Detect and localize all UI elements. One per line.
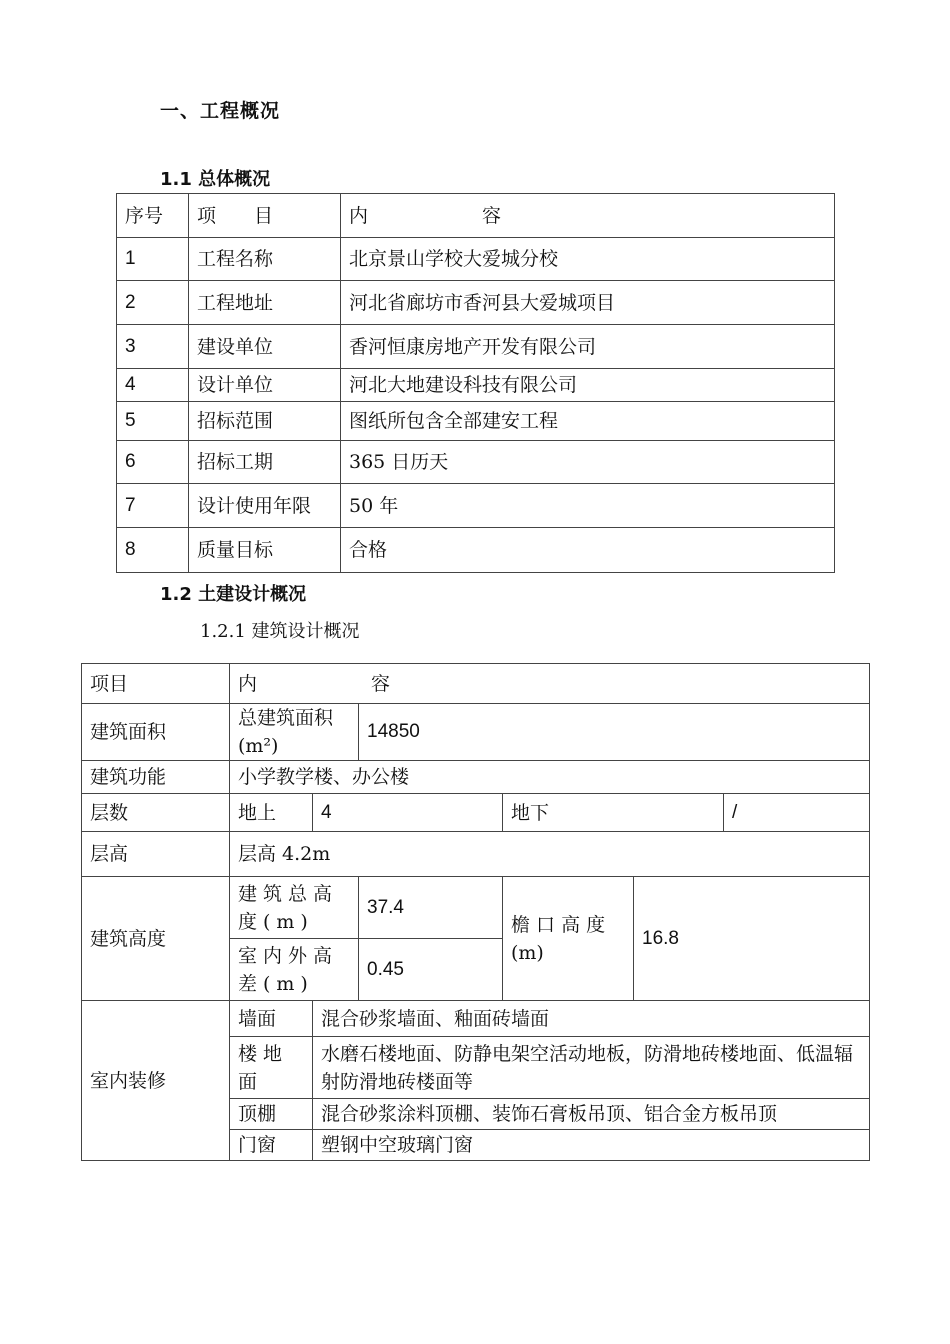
row-content: 河北省廊坊市香河县大爱城项目: [341, 281, 835, 325]
eave-value: 16.8: [634, 877, 870, 1001]
row-item: 设计单位: [189, 369, 341, 402]
above-value: 4: [313, 794, 503, 832]
header-content: 内 容: [341, 194, 835, 238]
decoration-part: 墙面: [230, 1001, 313, 1037]
floor-height-row: [82, 832, 870, 877]
building-sub-heading: 1.2.1 建筑设计概况: [200, 621, 360, 642]
row-content: 香河恒康房地产开发有限公司: [341, 325, 835, 369]
row-item: 工程名称: [189, 238, 341, 281]
floor-height-value: 层高 4.2m: [230, 832, 870, 877]
header-item: 项 目: [189, 194, 341, 238]
row-seq: 3: [117, 325, 189, 369]
table-row: [117, 402, 835, 441]
eave-label: 檐 口 高 度 (m): [503, 877, 634, 1001]
total-height-value: 37.4: [359, 877, 503, 939]
row-seq: 8: [117, 528, 189, 573]
row-content: 365 日历天: [341, 441, 835, 484]
row-seq: 5: [117, 402, 189, 441]
height-label: 建筑高度: [82, 877, 230, 1001]
row-seq: 7: [117, 484, 189, 528]
function-row: [82, 761, 870, 794]
table-row: [117, 528, 835, 573]
row-seq: 2: [117, 281, 189, 325]
floors-row: [82, 794, 870, 832]
decoration-desc: 水磨石楼地面、防静电架空活动地板，防滑地砖楼地面、低温辐射防滑地砖楼面等: [313, 1037, 870, 1099]
decoration-part: 顶棚: [230, 1099, 313, 1130]
table-row: [117, 441, 835, 484]
overview-heading: 1.1 总体概况: [160, 169, 271, 190]
decoration-desc: 混合砂浆墙面、釉面砖墙面: [313, 1001, 870, 1037]
table-row: [117, 238, 835, 281]
total-height-label: 建筑总高度(m): [230, 877, 359, 939]
decoration-row: [82, 1001, 870, 1037]
decoration-part: 门窗: [230, 1130, 313, 1161]
row-content: 合格: [341, 528, 835, 573]
indoor-diff-value: 0.45: [359, 939, 503, 1001]
below-label: 地下: [503, 794, 724, 832]
row-item: 建设单位: [189, 325, 341, 369]
table-row: [117, 369, 835, 402]
function-label: 建筑功能: [82, 761, 230, 794]
decoration-label: 室内装修: [82, 1001, 230, 1161]
row-seq: 1: [117, 238, 189, 281]
row-seq: 4: [117, 369, 189, 402]
decoration-desc: 混合砂浆涂料顶棚、装饰石膏板吊顶、铝合金方板吊顶: [313, 1099, 870, 1130]
header-seq: 序号: [117, 194, 189, 238]
row-content: 河北大地建设科技有限公司: [341, 369, 835, 402]
decoration-part: 楼地面: [230, 1037, 313, 1099]
header-item: 项目: [82, 664, 230, 704]
header-content: 内 容: [230, 664, 870, 704]
section-title: 一、工程概况: [160, 100, 281, 122]
area-sub-label: 总建筑面积(m²): [230, 704, 359, 761]
function-value: 小学教学楼、办公楼: [230, 761, 870, 794]
building-design-table: [81, 663, 870, 1161]
row-item: 工程地址: [189, 281, 341, 325]
floors-label: 层数: [82, 794, 230, 832]
table-header-row: [117, 194, 835, 238]
row-content: 50 年: [341, 484, 835, 528]
overview-table: [116, 193, 835, 573]
area-row: [82, 704, 870, 761]
row-seq: 6: [117, 441, 189, 484]
area-label: 建筑面积: [82, 704, 230, 761]
civil-heading: 1.2 土建设计概况: [160, 584, 307, 605]
row-item: 设计使用年限: [189, 484, 341, 528]
below-value: /: [724, 794, 870, 832]
row-content: 图纸所包含全部建安工程: [341, 402, 835, 441]
row-item: 招标范围: [189, 402, 341, 441]
row-item: 质量目标: [189, 528, 341, 573]
decoration-desc: 塑钢中空玻璃门窗: [313, 1130, 870, 1161]
table-row: [117, 325, 835, 369]
table-row: [117, 281, 835, 325]
table-row: [117, 484, 835, 528]
table-header-row: [82, 664, 870, 704]
row-item: 招标工期: [189, 441, 341, 484]
indoor-diff-label: 室内外高差(m): [230, 939, 359, 1001]
height-row: [82, 877, 870, 939]
above-label: 地上: [230, 794, 313, 832]
row-content: 北京景山学校大爱城分校: [341, 238, 835, 281]
floor-height-label: 层高: [82, 832, 230, 877]
area-value: 14850: [359, 704, 870, 761]
